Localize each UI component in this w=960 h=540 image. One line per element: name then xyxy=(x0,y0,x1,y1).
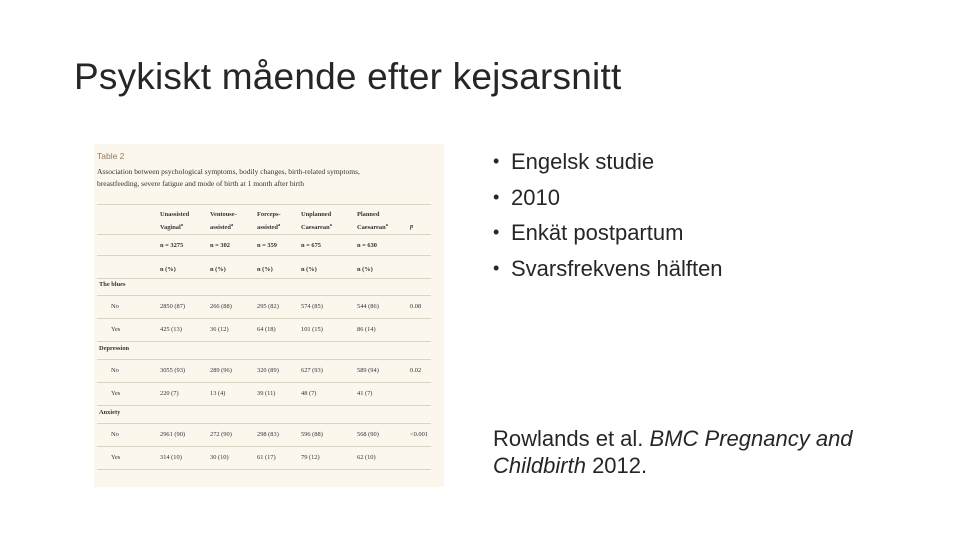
table-rule xyxy=(97,405,431,406)
table-cell: 36 (12) xyxy=(210,326,229,333)
table-cell: 41 (7) xyxy=(357,390,373,397)
unit-cell: n (%) xyxy=(257,266,273,273)
table-label: Table 2 xyxy=(97,151,125,161)
column-header: assisted$^a$ xyxy=(257,222,281,232)
table-cell: 568 (90) xyxy=(357,431,379,438)
table-rule xyxy=(97,359,431,360)
column-header: Unassisted xyxy=(160,211,190,218)
column-header: Planned xyxy=(357,211,380,218)
column-header: Caesarean$^a$ xyxy=(301,222,332,232)
table-cell: 64 (18) xyxy=(257,326,276,333)
bullet-dot-icon: • xyxy=(493,257,500,278)
table-cell: 289 (96) xyxy=(210,367,232,374)
citation-journal: BMC Pregnancy and Childbirth xyxy=(493,426,853,478)
table-rule xyxy=(97,204,431,205)
column-header: Ventouse- xyxy=(210,211,237,218)
table-cell: 0.08 xyxy=(410,303,422,310)
table-cell: 596 (88) xyxy=(301,431,323,438)
column-header: Forceps- xyxy=(257,211,281,218)
n-cell: n = 302 xyxy=(210,242,230,249)
table-cell: 101 (15) xyxy=(301,326,323,333)
table-cell: 544 (86) xyxy=(357,303,379,310)
table-cell: 48 (7) xyxy=(301,390,317,397)
table-grid xyxy=(94,144,444,487)
table-cell: 220 (7) xyxy=(160,390,179,397)
table-cell: 62 (10) xyxy=(357,454,376,461)
slide-title: Psykiskt mående efter kejsarsnitt xyxy=(74,56,622,97)
bullet-dot-icon: • xyxy=(493,222,500,242)
column-header: p xyxy=(410,223,414,230)
table-image xyxy=(94,144,444,487)
table-cell: 13 (4) xyxy=(210,390,226,397)
row-label: Yes xyxy=(111,326,121,333)
table-cell: 266 (88) xyxy=(210,303,232,310)
table-rule xyxy=(97,446,431,447)
section-label: Depression xyxy=(99,345,130,352)
table-rule xyxy=(97,469,431,470)
table-cell: 61 (17) xyxy=(257,454,276,461)
column-header: Vaginal$^a$ xyxy=(160,222,183,232)
table-cell: 272 (90) xyxy=(210,431,232,438)
table-cell: 30 (10) xyxy=(210,454,229,461)
table-cell: 425 (13) xyxy=(160,326,182,333)
n-cell: n = 675 xyxy=(301,242,321,249)
row-label: No xyxy=(111,431,119,438)
table-cell: 574 (85) xyxy=(301,303,323,310)
table-rule xyxy=(97,255,431,256)
n-cell: n = 359 xyxy=(257,242,277,249)
bullet-list xyxy=(493,144,723,286)
table-caption: Association between psychological symptoms, bodily changes, birth-related symptoms, breastfeeding, severe fatigue and mode of birth at 1 month after birth xyxy=(97,167,360,188)
citation xyxy=(493,425,893,479)
table-cell: <0.001 xyxy=(410,431,428,438)
unit-cell: n (%) xyxy=(160,266,176,273)
table-cell: 86 (14) xyxy=(357,326,376,333)
table-cell: 39 (11) xyxy=(257,390,276,397)
bullet-item: • 2010 xyxy=(493,180,723,216)
column-header: assisted$^a$ xyxy=(210,222,234,232)
table-rule xyxy=(97,318,431,319)
table-cell: 0.02 xyxy=(410,367,422,374)
bullet-item: • Enkät postpartum xyxy=(493,215,723,251)
column-header: Unplanned xyxy=(301,211,332,218)
row-label: Yes xyxy=(111,454,121,461)
table-cell: 2850 (87) xyxy=(160,303,186,310)
table-cell: 627 (93) xyxy=(301,367,323,374)
table-rule xyxy=(97,423,431,424)
section-label: The blues xyxy=(99,281,126,288)
column-header: Caesarean$^a$ xyxy=(357,222,388,232)
table-rule xyxy=(97,295,431,296)
table-rule xyxy=(97,278,431,279)
row-label: No xyxy=(111,303,119,310)
table-cell: 589 (94) xyxy=(357,367,379,374)
row-label: No xyxy=(111,367,119,374)
table-cell: 79 (12) xyxy=(301,454,320,461)
row-label: Yes xyxy=(111,390,121,397)
unit-cell: n (%) xyxy=(301,266,317,273)
table-rule xyxy=(97,234,431,235)
table-cell: 295 (82) xyxy=(257,303,279,310)
section-label: Anxiety xyxy=(99,409,121,416)
bullet-item: • Engelsk studie xyxy=(493,144,723,180)
table-cell: 314 (10) xyxy=(160,454,182,461)
table-cell: 320 (89) xyxy=(257,367,279,374)
table-rule xyxy=(97,382,431,383)
n-cell: n = 3275 xyxy=(160,242,184,249)
n-cell: n = 630 xyxy=(357,242,377,249)
table-cell: 2961 (90) xyxy=(160,431,186,438)
table-rule xyxy=(97,341,431,342)
bullet-dot-icon: • xyxy=(493,151,500,171)
citation-authors: Rowlands et al. xyxy=(493,426,644,451)
table-cell: 298 (83) xyxy=(257,431,279,438)
bullet-dot-icon: • xyxy=(493,186,500,207)
bullet-item: • Svarsfrekvens hälften xyxy=(493,251,723,287)
unit-cell: n (%) xyxy=(210,266,226,273)
table-cell: 3055 (93) xyxy=(160,367,186,374)
unit-cell: n (%) xyxy=(357,266,373,273)
citation-year: 2012. xyxy=(592,453,648,478)
